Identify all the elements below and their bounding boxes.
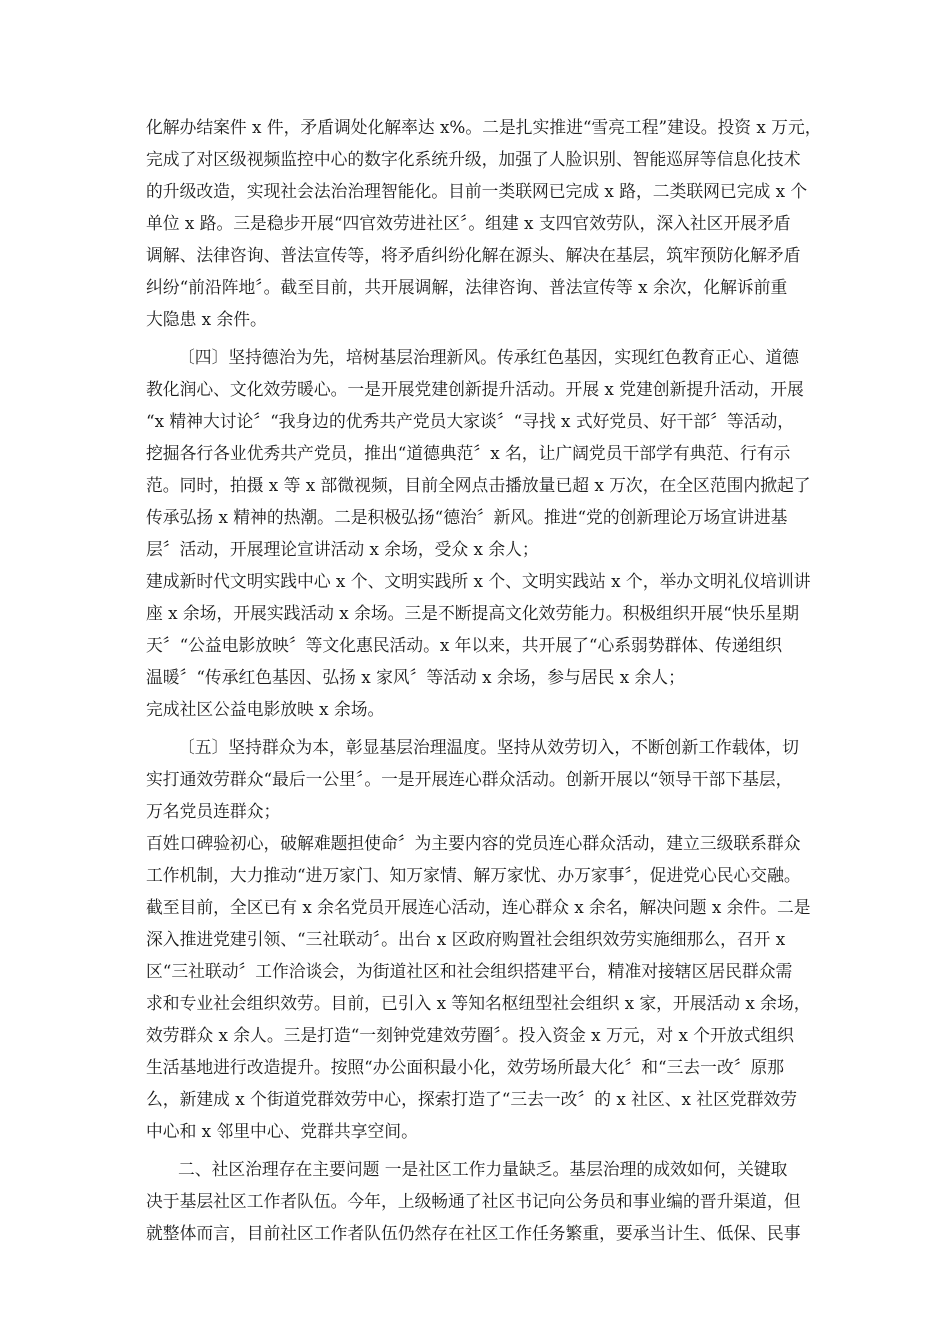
text-line: 工作机制，大力推动“进万家门、知万家情、解万家忧、办万家事〞，促进党心民心交融。: [146, 865, 801, 885]
text-line: 么，新建成 x 个街道党群效劳中心，探索打造了“三去一改〞的 x 社区、x 社区党群效劳: [146, 1089, 797, 1109]
text-line: 万名党员连群众；: [146, 801, 281, 821]
text-line: 纠纷“前沿阵地〞。截至目前，共开展调解，法律咨询、普法宣传等 x 余次，化解诉前重: [146, 277, 788, 297]
text-line: 中心和 x 邻里中心、党群共享空间。: [146, 1121, 418, 1141]
text-line: 区“三社联动〞工作洽谈会，为街道社区和社会组织搭建平台，精准对接辖区居民群众需: [146, 961, 793, 981]
section-heading-4: 〔四〕坚持德治为先，培树基层治理新风。传承红色基因，实现红色教育正心、道德: [178, 347, 799, 367]
text-line: 层〞活动，开展理论宣讲活动 x 余场，受众 x 余人；: [146, 539, 539, 559]
text-line: 传承弘扬 x 精神的热潮。二是积极弘扬“德治〞新风。推进“党的创新理论万场宣讲进基: [146, 507, 788, 527]
text-line: 效劳群众 x 余人。三是打造“一刻钟党建效劳圈〞。投入资金 x 万元，对 x 个开放式组织: [146, 1025, 794, 1045]
text-line: “x 精神大讨论〞“我身边的优秀共产党员大家谈〞“寻找 x 式好党员、好干部〞等活动，: [146, 411, 795, 431]
text-line: 温暖〞“传承红色基因、弘扬 x 家风〞等活动 x 余场，参与居民 x 余人；: [146, 667, 685, 687]
text-line: 座 x 余场，开展实践活动 x 余场。三是不断提高文化效劳能力。积极组织开展“快乐星期: [146, 603, 799, 623]
text-line: 化解办结案件 x 件，矛盾调处化解率达 x%。二是扎实推进“雪亮工程”建设。投资 x 万元，: [146, 117, 822, 137]
text-line: 百姓口碑验初心，破解难题担使命〞为主要内容的党员连心群众活动，建立三级联系群众: [146, 833, 801, 853]
text-line: 教化润心、文化效劳暖心。一是开展党建创新提升活动。开展 x 党建创新提升活动，开展: [146, 379, 804, 399]
text-line: 挖掘各行各业优秀共产党员，推出“道德典范〞x 名，让广阔党员干部学有典范、行有示: [146, 443, 791, 463]
text-line: 决于基层社区工作者队伍。今年，上级畅通了社区书记向公务员和事业编的晋升渠道，但: [146, 1191, 801, 1211]
text-line: 完成社区公益电影放映 x 余场。: [146, 699, 385, 719]
text-line: 的升级改造，实现社会法治治理智能化。目前一类联网已完成 x 路，二类联网已完成 x 个: [146, 181, 808, 201]
text-line: 生活基地进行改造提升。按照“办公面积最小化，效劳场所最大化〞和“三去一改〞原那: [146, 1057, 785, 1077]
text-line: 完成了对区级视频监控中心的数字化系统升级，加强了人脸识别、智能巡屏等信息化技术: [146, 149, 801, 169]
text-line: 深入推进党建引领、“三社联动〞。出台 x 区政府购置社会组织效劳实施细那么，召开 x: [146, 929, 786, 949]
section-heading-5: 〔五〕坚持群众为本，彰显基层治理温度。坚持从效劳切入，不断创新工作载体，切: [178, 737, 799, 757]
text-line: 范。同时，拍摄 x 等 x 部微视频，目前全网点击播放量已超 x 万次，在全区范围内掀起了: [146, 475, 811, 495]
text-line: 截至目前，全区已有 x 余名党员开展连心活动，连心群众 x 余名，解决问题 x 余件。二是: [146, 897, 811, 917]
text-line: 大隐患 x 余件。: [146, 309, 267, 329]
text-line: 就整体而言，目前社区工作者队伍仍然存在社区工作任务繁重，要承当计生、低保、民事: [146, 1223, 801, 1243]
text-line: 单位 x 路。三是稳步开展“四官效劳进社区〞。组建 x 支四官效劳队，深入社区开展矛盾: [146, 213, 791, 233]
text-line: 天〞“公益电影放映〞等文化惠民活动。x 年以来，共开展了“心系弱势群体、传递组织: [146, 635, 783, 655]
text-line: 求和专业社会组织效劳。目前，已引入 x 等知名枢纽型社会组织 x 家，开展活动 x 余场，: [146, 993, 811, 1013]
text-line: 实打通效劳群众“最后一公里〞。一是开展连心群众活动。创新开展以“领导干部下基层，: [146, 769, 793, 789]
text-line: 调解、法律咨询、普法宣传等，将矛盾纠纷化解在源头、解决在基层，筑牢预防化解矛盾: [146, 245, 801, 265]
section-heading-2: 二、社区治理存在主要问题 一是社区工作力量缺乏。基层治理的成效如何，关键取: [178, 1159, 788, 1179]
text-line: 建成新时代文明实践中心 x 个、文明实践所 x 个、文明实践站 x 个，举办文明礼仪培训讲: [146, 571, 811, 591]
